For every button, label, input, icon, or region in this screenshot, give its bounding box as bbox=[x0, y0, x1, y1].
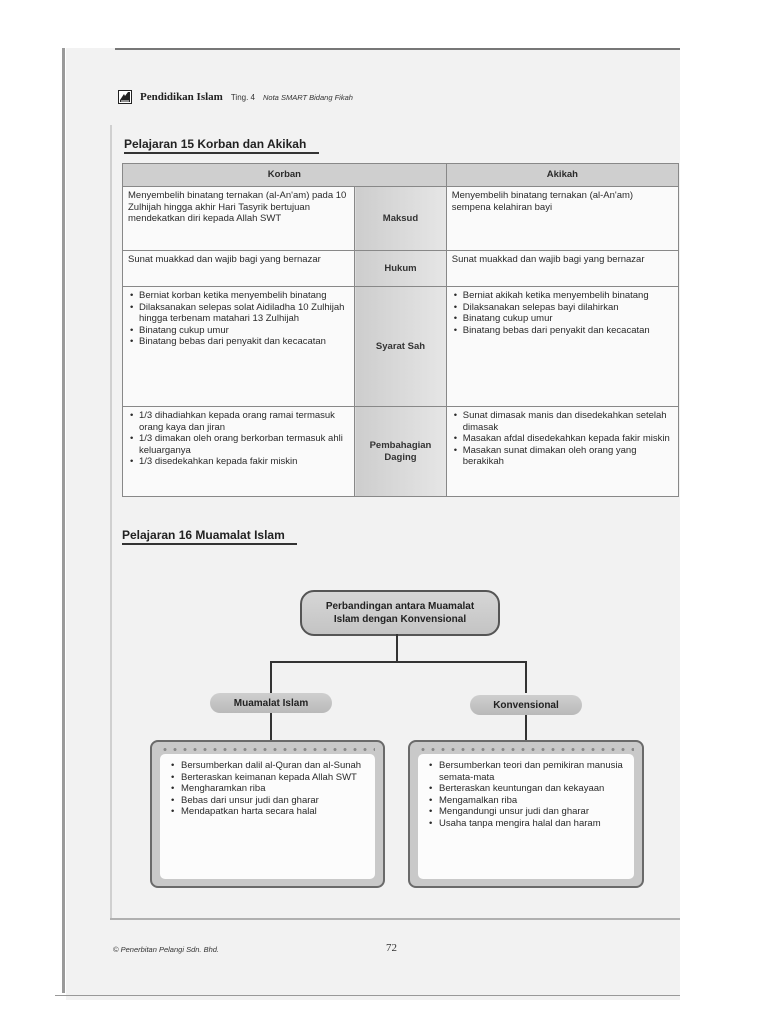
konvensional-label: Konvensional bbox=[470, 695, 582, 715]
header-korban: Korban bbox=[123, 164, 447, 187]
lesson16-title bbox=[122, 528, 285, 542]
page-number: 72 bbox=[386, 942, 397, 954]
list-item: • 1/3 disedekahkan kepada fakir miskin bbox=[139, 456, 349, 468]
connector-left-box bbox=[270, 713, 272, 741]
list-item: • Berniat korban ketika menyembelih binatang bbox=[139, 290, 349, 302]
header-note: Nota SMART Bidang Fikah bbox=[263, 92, 353, 102]
muamalat-islam-label: Muamalat Islam bbox=[210, 693, 332, 713]
list-item: • Bersumberkan teori dan pemikiran manusia semata-mata bbox=[439, 760, 626, 783]
header-akikah: Akikah bbox=[446, 164, 678, 187]
cell-text: Menyembelih binatang ternakan (al-An'am) pada 10 Zulhijah hingga akhir Hari Tasyrik bertujuan mendekatkan diri kepada Allah SWT bbox=[128, 190, 347, 224]
root-line-2: Islam dengan Konvensional bbox=[333, 614, 467, 625]
bullet-list bbox=[452, 290, 673, 336]
list-item: • Mendapatkan harta secara halal bbox=[181, 806, 367, 818]
table-header-row bbox=[123, 164, 679, 187]
table-row bbox=[123, 407, 679, 497]
lesson16-title-text: Pelajaran 16 Muamalat Islam bbox=[122, 528, 285, 542]
connector-right-down bbox=[525, 661, 527, 693]
list-item: • Berniat akikah ketika menyembelih binatang bbox=[463, 290, 673, 302]
table-row bbox=[123, 187, 679, 251]
table-row bbox=[123, 287, 679, 407]
list-item: • Bersumberkan dalil al-Quran dan al-Sunah bbox=[181, 760, 367, 772]
page-header bbox=[118, 88, 353, 106]
box-dots-decoration bbox=[418, 745, 634, 754]
list-item: • Dilaksanakan selepas solat Aidiladha 10 Zulhijah hingga terbenam matahari 13 Zulhijah bbox=[139, 302, 349, 325]
publisher-credit: © Penerbitan Pelangi Sdn. Bhd. bbox=[113, 945, 220, 954]
list-item: • Berteraskan keimanan kepada Allah SWT bbox=[181, 772, 367, 784]
list-item: • Binatang cukup umur bbox=[463, 313, 673, 325]
list-item: • 1/3 dimakan oleh orang berkorban termasuk ahli keluarganya bbox=[139, 433, 349, 456]
connector-horizontal bbox=[270, 661, 527, 663]
bullet-list bbox=[128, 290, 349, 348]
list-item: • Dilaksanakan selepas bayi dilahirkan bbox=[463, 302, 673, 314]
list-item: • Binatang bebas dari penyakit dan kecacatan bbox=[139, 336, 349, 348]
akikah-cell bbox=[446, 187, 678, 251]
frame-bottom-border bbox=[110, 918, 680, 920]
connector-root-down bbox=[396, 634, 398, 662]
list-item: • Mengandungi unsur judi dan gharar bbox=[439, 806, 626, 818]
frame-left-border bbox=[110, 125, 112, 920]
akikah-cell bbox=[446, 251, 678, 287]
akikah-cell bbox=[446, 287, 678, 407]
konvensional-box bbox=[408, 740, 644, 888]
row-label: Syarat Sah bbox=[355, 287, 446, 407]
konvensional-list bbox=[428, 760, 626, 829]
list-item: • Mengharamkan riba bbox=[181, 783, 367, 795]
row-label: Maksud bbox=[355, 187, 446, 251]
page-binding-edge bbox=[62, 48, 65, 993]
connector-right-box bbox=[525, 715, 527, 741]
list-item: • Mengamalkan riba bbox=[439, 795, 626, 807]
lesson16-title-underline bbox=[122, 543, 297, 545]
korban-akikah-table bbox=[122, 163, 679, 497]
konvensional-content bbox=[418, 754, 634, 879]
korban-cell bbox=[123, 287, 355, 407]
korban-cell bbox=[123, 187, 355, 251]
list-item: • Bebas dari unsur judi dan gharar bbox=[181, 795, 367, 807]
comparison-root-box bbox=[300, 590, 500, 636]
cell-text: Menyembelih binatang ternakan (al-An'am) sempena kelahiran bayi bbox=[451, 190, 634, 213]
list-item: • Binatang cukup umur bbox=[139, 325, 349, 337]
row-label: Pembahagian Daging bbox=[355, 407, 446, 497]
lesson15-title-text: Pelajaran 15 Korban dan Akikah bbox=[124, 137, 307, 151]
list-item: • 1/3 dihadiahkan kepada orang ramai termasuk orang kaya dan jiran bbox=[139, 410, 349, 433]
list-item: • Berteraskan keuntungan dan kekayaan bbox=[439, 783, 626, 795]
korban-cell bbox=[123, 407, 355, 497]
bullet-list bbox=[128, 410, 349, 468]
connector-left-down bbox=[270, 661, 272, 693]
muamalat-islam-content bbox=[160, 754, 375, 879]
lesson15-title bbox=[124, 137, 306, 151]
top-rule bbox=[115, 48, 680, 50]
table-row bbox=[123, 251, 679, 287]
list-item: • Masakan sunat dimakan oleh orang yang berakikah bbox=[463, 445, 673, 468]
header-subject: Pendidikan Islam bbox=[140, 91, 223, 103]
box-dots-decoration bbox=[160, 745, 375, 754]
cell-text: Sunat muakkad dan wajib bagi yang bernazar bbox=[128, 254, 321, 265]
list-item: • Masakan afdal disedekahkan kepada fakir miskin bbox=[463, 433, 673, 445]
bottom-rule bbox=[55, 995, 680, 996]
list-item: • Usaha tanpa mengira halal dan haram bbox=[439, 818, 626, 830]
bullet-list bbox=[452, 410, 673, 468]
book-icon bbox=[118, 90, 132, 104]
row-label: Hukum bbox=[355, 251, 446, 287]
list-item: • Binatang bebas dari penyakit dan kecacatan bbox=[463, 325, 673, 337]
akikah-cell bbox=[446, 407, 678, 497]
list-item: • Sunat dimasak manis dan disedekahkan setelah dimasak bbox=[463, 410, 673, 433]
muamalat-islam-box bbox=[150, 740, 385, 888]
cell-text: Sunat muakkad dan wajib bagi yang bernazar bbox=[451, 254, 645, 265]
lesson15-title-underline bbox=[124, 152, 319, 154]
korban-cell bbox=[123, 251, 355, 287]
muamalat-islam-list bbox=[170, 760, 367, 818]
header-level: Ting. 4 bbox=[230, 92, 256, 102]
root-line-1: Perbandingan antara Muamalat bbox=[325, 601, 475, 612]
